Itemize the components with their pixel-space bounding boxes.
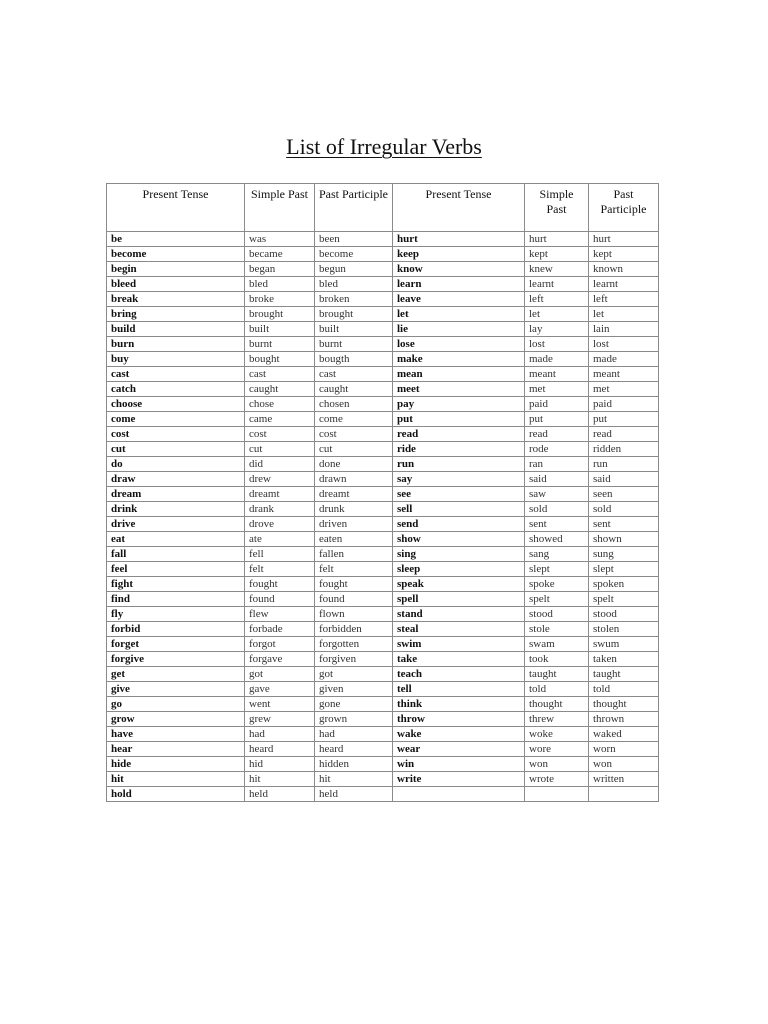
verb-base-cell: stand <box>393 607 525 622</box>
verb-participle-cell: been <box>315 232 393 247</box>
verb-participle-cell: built <box>315 322 393 337</box>
verb-base-cell: have <box>107 727 245 742</box>
verb-participle-cell: fought <box>315 577 393 592</box>
verb-past-cell: cast <box>245 367 315 382</box>
verb-past-cell: lay <box>525 322 589 337</box>
verb-participle-cell: cast <box>315 367 393 382</box>
verb-base-cell: bring <box>107 307 245 322</box>
verb-past-cell: sold <box>525 502 589 517</box>
verb-past-cell: said <box>525 472 589 487</box>
table-row <box>107 697 659 712</box>
verb-base-cell: burn <box>107 337 245 352</box>
verb-base-cell: teach <box>393 667 525 682</box>
verb-base-cell: say <box>393 472 525 487</box>
verb-past-cell: spelt <box>525 592 589 607</box>
table-row <box>107 727 659 742</box>
verb-participle-cell: put <box>589 412 659 427</box>
verb-base-cell: forgive <box>107 652 245 667</box>
verb-past-cell: stole <box>525 622 589 637</box>
verb-past-cell: thought <box>525 697 589 712</box>
table-row <box>107 247 659 262</box>
verb-past-cell: made <box>525 352 589 367</box>
verb-base-cell: hear <box>107 742 245 757</box>
verb-participle-cell <box>589 787 659 802</box>
verb-base-cell: run <box>393 457 525 472</box>
verb-past-cell: gave <box>245 682 315 697</box>
verb-past-cell: burnt <box>245 337 315 352</box>
verb-participle-cell: stood <box>589 607 659 622</box>
verb-participle-cell: held <box>315 787 393 802</box>
verb-base-cell: put <box>393 412 525 427</box>
table-row <box>107 682 659 697</box>
verb-base-cell: cut <box>107 442 245 457</box>
verb-base-cell: mean <box>393 367 525 382</box>
verb-past-cell: brought <box>245 307 315 322</box>
verb-participle-cell: lain <box>589 322 659 337</box>
verb-base-cell: drink <box>107 502 245 517</box>
verb-past-cell: found <box>245 592 315 607</box>
verb-base-cell: fall <box>107 547 245 562</box>
verb-participle-cell: thrown <box>589 712 659 727</box>
verb-past-cell: flew <box>245 607 315 622</box>
table-row <box>107 472 659 487</box>
verb-base-cell: dream <box>107 487 245 502</box>
verb-base-cell: come <box>107 412 245 427</box>
table-row <box>107 562 659 577</box>
verb-past-cell: went <box>245 697 315 712</box>
verb-past-cell: caught <box>245 382 315 397</box>
verb-base-cell: buy <box>107 352 245 367</box>
verb-past-cell: read <box>525 427 589 442</box>
verb-past-cell: met <box>525 382 589 397</box>
table-row <box>107 382 659 397</box>
verb-base-cell: drive <box>107 517 245 532</box>
verb-past-cell: let <box>525 307 589 322</box>
verb-participle-cell: bled <box>315 277 393 292</box>
verb-past-cell: held <box>245 787 315 802</box>
verb-past-cell: fought <box>245 577 315 592</box>
verb-participle-cell: cut <box>315 442 393 457</box>
verb-base-cell: hold <box>107 787 245 802</box>
verb-participle-cell: written <box>589 772 659 787</box>
verb-past-cell: began <box>245 262 315 277</box>
table-row <box>107 607 659 622</box>
verb-past-cell: did <box>245 457 315 472</box>
verb-participle-cell: thought <box>589 697 659 712</box>
table-row <box>107 232 659 247</box>
verb-past-cell: forgot <box>245 637 315 652</box>
verb-base-cell: speak <box>393 577 525 592</box>
verb-base-cell: become <box>107 247 245 262</box>
verb-base-cell: spell <box>393 592 525 607</box>
header-past-participle-2: Past Participle <box>589 184 659 232</box>
verb-base-cell: give <box>107 682 245 697</box>
verb-participle-cell: come <box>315 412 393 427</box>
verb-participle-cell: spelt <box>589 592 659 607</box>
verb-past-cell: kept <box>525 247 589 262</box>
table-row <box>107 502 659 517</box>
verb-participle-cell: driven <box>315 517 393 532</box>
verb-participle-cell: taught <box>589 667 659 682</box>
verb-base-cell: see <box>393 487 525 502</box>
verb-past-cell: told <box>525 682 589 697</box>
verb-participle-cell: swum <box>589 637 659 652</box>
verb-base-cell: meet <box>393 382 525 397</box>
verb-participle-cell: become <box>315 247 393 262</box>
verb-base-cell: grow <box>107 712 245 727</box>
verb-participle-cell: lost <box>589 337 659 352</box>
verb-base-cell: let <box>393 307 525 322</box>
verb-base-cell: hurt <box>393 232 525 247</box>
verb-base-cell: show <box>393 532 525 547</box>
verb-participle-cell: shown <box>589 532 659 547</box>
table-row <box>107 292 659 307</box>
page-title <box>0 133 768 161</box>
verb-past-cell: bled <box>245 277 315 292</box>
verb-participle-cell: seen <box>589 487 659 502</box>
verb-past-cell: wrote <box>525 772 589 787</box>
verb-base-cell: eat <box>107 532 245 547</box>
verb-past-cell: drew <box>245 472 315 487</box>
verb-past-cell: put <box>525 412 589 427</box>
table-row <box>107 652 659 667</box>
table-row <box>107 322 659 337</box>
verb-participle-cell: hidden <box>315 757 393 772</box>
verb-past-cell: drank <box>245 502 315 517</box>
verb-participle-cell: found <box>315 592 393 607</box>
verb-past-cell: felt <box>245 562 315 577</box>
verb-past-cell: woke <box>525 727 589 742</box>
verb-past-cell: ate <box>245 532 315 547</box>
verb-participle-cell: begun <box>315 262 393 277</box>
verb-past-cell <box>525 787 589 802</box>
verb-past-cell: forgave <box>245 652 315 667</box>
verb-past-cell: left <box>525 292 589 307</box>
verb-participle-cell: worn <box>589 742 659 757</box>
header-simple-past-2: Simple Past <box>525 184 589 232</box>
verb-past-cell: forbade <box>245 622 315 637</box>
verb-past-cell: threw <box>525 712 589 727</box>
table-row <box>107 367 659 382</box>
verb-past-cell: knew <box>525 262 589 277</box>
verb-participle-cell: done <box>315 457 393 472</box>
verb-participle-cell: given <box>315 682 393 697</box>
table-row <box>107 277 659 292</box>
verb-past-cell: spoke <box>525 577 589 592</box>
verb-past-cell: took <box>525 652 589 667</box>
verb-participle-cell: won <box>589 757 659 772</box>
verb-base-cell: write <box>393 772 525 787</box>
table-row <box>107 262 659 277</box>
verb-participle-cell: got <box>315 667 393 682</box>
verb-base-cell: tell <box>393 682 525 697</box>
verb-base-cell: take <box>393 652 525 667</box>
table-row <box>107 637 659 652</box>
table-row <box>107 412 659 427</box>
verb-base-cell: forbid <box>107 622 245 637</box>
header-simple-past-1: Simple Past <box>245 184 315 232</box>
verb-past-cell: hit <box>245 772 315 787</box>
verb-base-cell: break <box>107 292 245 307</box>
verb-participle-cell: burnt <box>315 337 393 352</box>
verb-base-cell: steal <box>393 622 525 637</box>
verb-past-cell: swam <box>525 637 589 652</box>
verb-past-cell: slept <box>525 562 589 577</box>
table-row <box>107 757 659 772</box>
verb-base-cell: get <box>107 667 245 682</box>
verb-participle-cell: dreamt <box>315 487 393 502</box>
verb-participle-cell: felt <box>315 562 393 577</box>
verb-participle-cell: cost <box>315 427 393 442</box>
verb-base-cell: throw <box>393 712 525 727</box>
verb-past-cell: drove <box>245 517 315 532</box>
verb-participle-cell: forbidden <box>315 622 393 637</box>
verb-participle-cell: made <box>589 352 659 367</box>
verb-past-cell: had <box>245 727 315 742</box>
verb-base-cell: leave <box>393 292 525 307</box>
verb-base-cell <box>393 787 525 802</box>
verb-base-cell: think <box>393 697 525 712</box>
verb-base-cell: go <box>107 697 245 712</box>
verb-base-cell: draw <box>107 472 245 487</box>
verb-past-cell: grew <box>245 712 315 727</box>
verb-participle-cell: met <box>589 382 659 397</box>
verb-base-cell: build <box>107 322 245 337</box>
table-row <box>107 667 659 682</box>
header-row <box>107 184 659 232</box>
verb-past-cell: paid <box>525 397 589 412</box>
verb-past-cell: lost <box>525 337 589 352</box>
verb-participle-cell: hurt <box>589 232 659 247</box>
verb-participle-cell: fallen <box>315 547 393 562</box>
verb-participle-cell: heard <box>315 742 393 757</box>
verb-participle-cell: flown <box>315 607 393 622</box>
verb-past-cell: became <box>245 247 315 262</box>
verb-past-cell: heard <box>245 742 315 757</box>
verb-base-cell: make <box>393 352 525 367</box>
verb-participle-cell: known <box>589 262 659 277</box>
verb-past-cell: saw <box>525 487 589 502</box>
verb-base-cell: begin <box>107 262 245 277</box>
verb-past-cell: chose <box>245 397 315 412</box>
verb-participle-cell: gone <box>315 697 393 712</box>
verb-participle-cell: had <box>315 727 393 742</box>
table-row <box>107 787 659 802</box>
verb-base-cell: keep <box>393 247 525 262</box>
verb-past-cell: fell <box>245 547 315 562</box>
verb-participle-cell: slept <box>589 562 659 577</box>
verb-base-cell: know <box>393 262 525 277</box>
verb-base-cell: wake <box>393 727 525 742</box>
verb-base-cell: sell <box>393 502 525 517</box>
verb-participle-cell: chosen <box>315 397 393 412</box>
verb-participle-cell: waked <box>589 727 659 742</box>
verb-base-cell: pay <box>393 397 525 412</box>
verb-participle-cell: run <box>589 457 659 472</box>
verb-participle-cell: left <box>589 292 659 307</box>
verb-base-cell: lie <box>393 322 525 337</box>
verb-participle-cell: sent <box>589 517 659 532</box>
verb-past-cell: came <box>245 412 315 427</box>
table-row <box>107 742 659 757</box>
verb-base-cell: hide <box>107 757 245 772</box>
verb-past-cell: was <box>245 232 315 247</box>
verb-past-cell: learnt <box>525 277 589 292</box>
table-row <box>107 457 659 472</box>
table-row <box>107 712 659 727</box>
verb-participle-cell: let <box>589 307 659 322</box>
verb-base-cell: feel <box>107 562 245 577</box>
verb-participle-cell: forgotten <box>315 637 393 652</box>
verb-base-cell: sleep <box>393 562 525 577</box>
verb-participle-cell: caught <box>315 382 393 397</box>
verb-past-cell: hid <box>245 757 315 772</box>
verb-base-cell: learn <box>393 277 525 292</box>
table-row <box>107 772 659 787</box>
page-title-text: List of Irregular Verbs <box>286 134 482 159</box>
verb-participle-cell: said <box>589 472 659 487</box>
verb-base-cell: cost <box>107 427 245 442</box>
verb-participle-cell: kept <box>589 247 659 262</box>
verb-participle-cell: told <box>589 682 659 697</box>
verb-participle-cell: drawn <box>315 472 393 487</box>
verb-base-cell: wear <box>393 742 525 757</box>
verb-past-cell: cut <box>245 442 315 457</box>
verb-base-cell: win <box>393 757 525 772</box>
verb-past-cell: ran <box>525 457 589 472</box>
verb-base-cell: find <box>107 592 245 607</box>
verb-past-cell: stood <box>525 607 589 622</box>
verb-base-cell: swim <box>393 637 525 652</box>
verb-participle-cell: hit <box>315 772 393 787</box>
header-present-tense-1: Present Tense <box>107 184 245 232</box>
table-row <box>107 532 659 547</box>
verb-base-cell: catch <box>107 382 245 397</box>
verb-base-cell: cast <box>107 367 245 382</box>
verb-past-cell: taught <box>525 667 589 682</box>
verb-base-cell: ride <box>393 442 525 457</box>
verb-base-cell: send <box>393 517 525 532</box>
verb-base-cell: be <box>107 232 245 247</box>
verb-past-cell: won <box>525 757 589 772</box>
verb-base-cell: do <box>107 457 245 472</box>
header-present-tense-2: Present Tense <box>393 184 525 232</box>
verb-past-cell: cost <box>245 427 315 442</box>
verb-participle-cell: brought <box>315 307 393 322</box>
verb-base-cell: choose <box>107 397 245 412</box>
verb-base-cell: bleed <box>107 277 245 292</box>
verb-base-cell: sing <box>393 547 525 562</box>
table-row <box>107 337 659 352</box>
verb-past-cell: showed <box>525 532 589 547</box>
verb-past-cell: bought <box>245 352 315 367</box>
verb-participle-cell: sold <box>589 502 659 517</box>
table-row <box>107 442 659 457</box>
table-row <box>107 397 659 412</box>
verb-past-cell: built <box>245 322 315 337</box>
verb-participle-cell: learnt <box>589 277 659 292</box>
table-row <box>107 547 659 562</box>
verb-participle-cell: taken <box>589 652 659 667</box>
verb-base-cell: fight <box>107 577 245 592</box>
verb-past-cell: got <box>245 667 315 682</box>
irregular-verbs-table <box>106 183 659 802</box>
verb-participle-cell: drunk <box>315 502 393 517</box>
verb-past-cell: hurt <box>525 232 589 247</box>
verb-past-cell: sang <box>525 547 589 562</box>
verb-participle-cell: meant <box>589 367 659 382</box>
verb-past-cell: sent <box>525 517 589 532</box>
verb-participle-cell: grown <box>315 712 393 727</box>
verb-base-cell: forget <box>107 637 245 652</box>
verb-base-cell: fly <box>107 607 245 622</box>
verb-participle-cell: eaten <box>315 532 393 547</box>
verb-past-cell: broke <box>245 292 315 307</box>
verb-base-cell: lose <box>393 337 525 352</box>
table-row <box>107 622 659 637</box>
table-row <box>107 427 659 442</box>
verb-participle-cell: paid <box>589 397 659 412</box>
table-row <box>107 307 659 322</box>
verb-past-cell: rode <box>525 442 589 457</box>
verb-participle-cell: broken <box>315 292 393 307</box>
verb-participle-cell: spoken <box>589 577 659 592</box>
verb-past-cell: meant <box>525 367 589 382</box>
verb-past-cell: wore <box>525 742 589 757</box>
verb-past-cell: dreamt <box>245 487 315 502</box>
table-body <box>107 232 659 802</box>
verb-participle-cell: ridden <box>589 442 659 457</box>
table-row <box>107 487 659 502</box>
verb-participle-cell: read <box>589 427 659 442</box>
verb-base-cell: hit <box>107 772 245 787</box>
verb-base-cell: read <box>393 427 525 442</box>
verb-participle-cell: forgiven <box>315 652 393 667</box>
table-row <box>107 592 659 607</box>
verb-participle-cell: stolen <box>589 622 659 637</box>
header-past-participle-1: Past Participle <box>315 184 393 232</box>
verb-participle-cell: sung <box>589 547 659 562</box>
table-row <box>107 517 659 532</box>
table-row <box>107 577 659 592</box>
verb-participle-cell: bougth <box>315 352 393 367</box>
table-header <box>107 184 659 232</box>
table-row <box>107 352 659 367</box>
